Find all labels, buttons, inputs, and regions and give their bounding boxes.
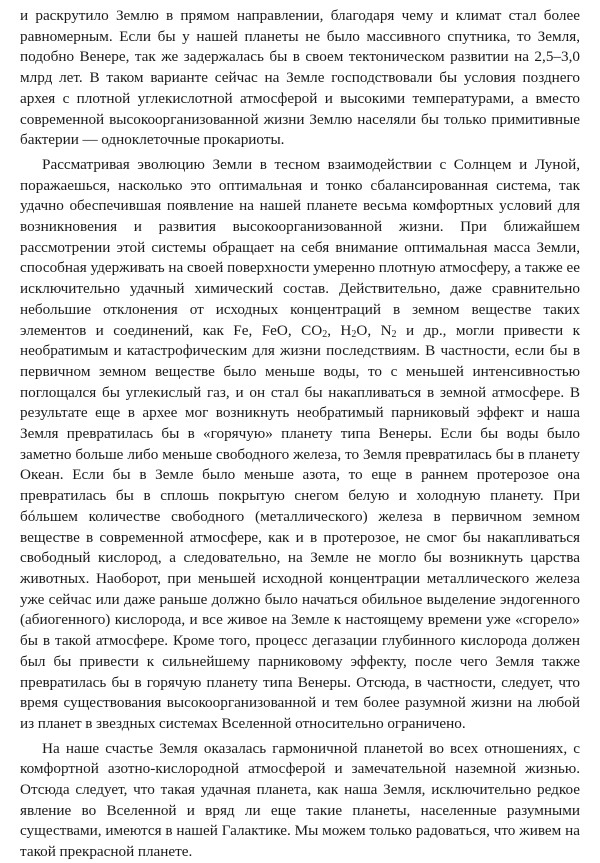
formula-n2: $N_2$ (380, 321, 397, 340)
formula-co2: $CO_2$ (301, 321, 328, 340)
formula-h2o: $H_2O$ (340, 321, 368, 340)
paragraph-2: Рассматривая эволюцию Земли в тесном взаимодействии с Солнцем и Луной, поражаешься, насколько это оптимальная и тонко сбалансированная система, так удачно обеспечившая появление на нашей планете весьма комфортных условий для возникновения и развития высокоорганизованной жизни. При ближайшем рассмотрении этой системы обращает на себя внимание оптимальная масса Земли, способная удерживать на своей поверхности умеренно плотную атмосферу, а также ее исключительно удачный химический состав. Действительно, даже сравнительно небольшие отклонения от исходных концентраций в земном веществе таких элементов и соединений, как Fe, FeO, $CO_2$, $H_2O$, $N_2$ и др., могли привести к необратимым и катастрофическим для жизни последствиям. В частности, если бы в первичном земном веществе было меньше воды, то с меньшей интенсивностью поглощался бы углекислый газ, и он стал бы накапливаться в земной атмосфере. В результате еще в архее мог возникнуть необратимый парниковый эффект и наша Земля превратилась бы в «горячую» планету типа Венеры. Если бы воды было заметно больше либо меньше свободного железа, то Земля превратилась бы в планету Океан. Если бы в Земле было меньше азота, то еще в раннем протерозое она превратилась бы в сплошь покрытую снегом белую и холодную планету. При бóльшем количестве свободного (металлического) железа в первичном земном веществе в современной атмосфере, как и в протерозое, не смог бы накапливаться свободный кислород, а следовательно, на Земле не могло бы возникнуть царства животных. Наоборот, при меньшей исходной концентрации металлического железа уже сейчас или даже раньше должно было начаться обильное выделение эндогенного (абиогенного) кислорода, и все живое на Земле к настоящему времени уже «сгорело» бы в такой атмосфере. Кроме того, процесс дегазации глубинного кислорода должен был бы привести к сильнейшему парниковому эффекту, после чего Земля также превратилась бы в горячую планету типа Венеры. Отсюда, в частности, следует, что время существования высокоорганизованной и тем более разумной жизни на любой из планет в звездных системах Вселенной относительно ограничено. (20, 155, 580, 732)
paragraph-3: На наше счастье Земля оказалась гармоничной планетой во всех отношениях, с комфортной азотно-кислородной атмосферой и замечательной наземной жизнью. Отсюда следует, что такая удачная планета, как наша Земля, исключительно редкое явление во Вселенной и вряд ли еще такие планеты, населенные разумными существами, имеются в нашей Галактике. Мы можем только радоваться, что живем на такой прекрасной планете. (20, 739, 580, 861)
paragraph-1: и раскрутило Землю в прямом направлении, благодаря чему и климат стал более равномерным. Если бы у нашей планеты не было массивного спутника, то Земля, подобно Венере, так же задержалась бы в своем тектоническом развитии на 2,5–3,0 млрд лет. В таком варианте сейчас на Земле господствовали бы условия позднего архея с плотной углекислотной атмосферой и высокими температурами, а вместо современной высокоорганизованной жизни Землю населяли бы только примитивные бактерии — одноклеточные прокариоты. (20, 7, 580, 149)
paragraph-2-text-after: и др., могли привести к необратимым и катастрофическим для жизни последствиям. В частности, если бы в первичном земном веществе было меньше воды, то с меньшей интенсивностью поглощался бы углекислый газ, и он стал бы накапливаться в земной атмосфере. В результате еще в архее мог возникнуть необратимый парниковый эффект и наша Земля превратилась бы в «горячую» планету типа Венеры. Если бы воды было заметно больше либо меньше свободного железа, то Земля превратилась бы в планету Океан. Если бы в Земле было меньше азота, то еще в раннем протерозое она превратилась бы в сплошь покрытую снегом белую и холодную планету. При бóльшем количестве свободного (металлического) железа в первичном земном веществе в современной атмосфере, как и в протерозое, не смог бы накапливаться свободный кислород, а следовательно, на Земле не могло бы возникнуть царства животных. Наоборот, при меньшей исходной концентрации металлического железа уже сейчас или даже раньше должно было начаться обильное выделение эндогенного (абиогенного) кислорода, и все живое на Земле к настоящему времени уже «сгорело» бы в такой атмосфере. Кроме того, процесс дегазации глубинного кислорода должен был бы привести к сильнейшему парниковому эффекту, после чего Земля также превратилась бы в горячую планету типа Венеры. Отсюда, в частности, следует, что время существования высокоорганизованной и тем более разумной жизни на любой из планет в звездных системах Вселенной относительно ограничено. (20, 321, 580, 732)
paragraph-2-text-before: Рассматривая эволюцию Земли в тесном взаимодействии с Солнцем и Луной, поражаешься, насколько это оптимальная и тонко сбалансированная система, так удачно обеспечившая появление на нашей планете весьма комфортных условий для возникновения и развития высокоорганизованной жизни. При ближайшем рассмотрении этой системы обращает на себя внимание оптимальная масса Земли, способная удерживать на своей поверхности умеренно плотную атмосферу, а также ее исключительно удачный химический состав. Действительно, даже сравнительно небольшие отклонения от исходных концентраций в земном веществе таких элементов и соединений, как Fe, FeO, (20, 155, 580, 339)
